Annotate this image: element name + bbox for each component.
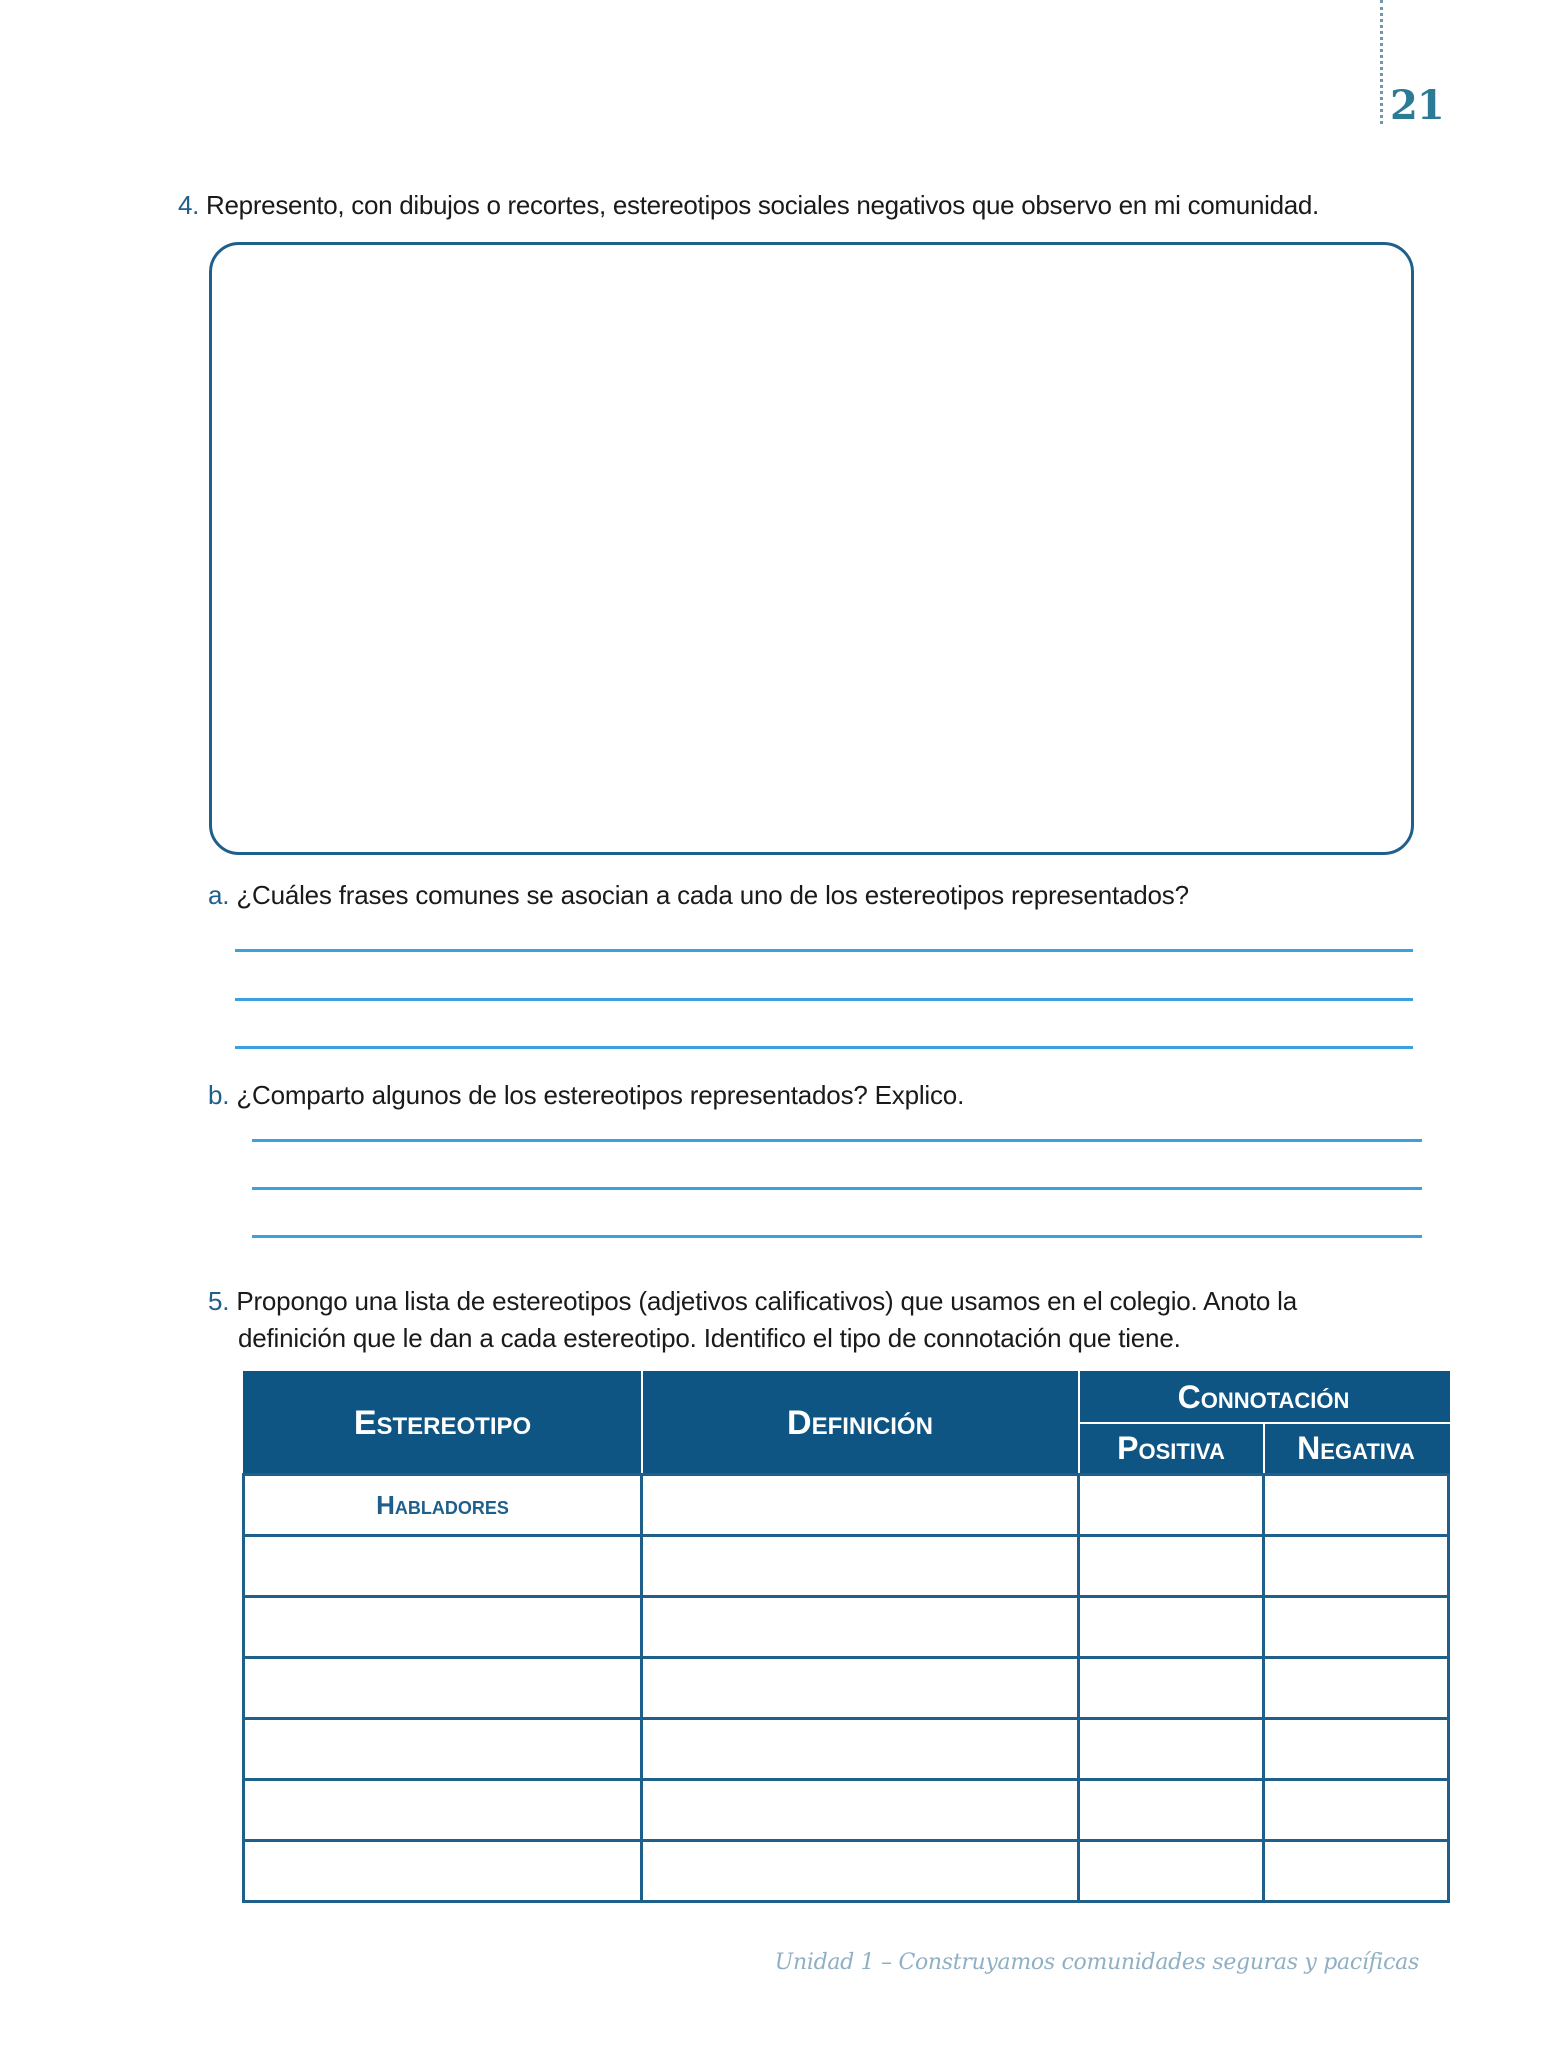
cell-definicion[interactable] (642, 1536, 1079, 1597)
cell-estereotipo[interactable]: Habladores (244, 1475, 642, 1536)
question-4-number: 4. (178, 190, 200, 220)
table-row (244, 1719, 1449, 1780)
cell-definicion[interactable] (642, 1780, 1079, 1841)
cell-negativa[interactable] (1264, 1658, 1449, 1719)
table-row (244, 1658, 1449, 1719)
cell-positiva[interactable] (1079, 1475, 1264, 1536)
question-4b-text: ¿Comparto algunos de los estereotipos representados? Explico. (229, 1080, 965, 1110)
cell-positiva[interactable] (1079, 1536, 1264, 1597)
cell-negativa[interactable] (1264, 1780, 1449, 1841)
cell-definicion[interactable] (642, 1475, 1079, 1536)
cell-positiva[interactable] (1079, 1658, 1264, 1719)
question-4a (208, 880, 1189, 911)
cell-estereotipo[interactable] (244, 1597, 642, 1658)
stereotype-table (242, 1371, 1450, 1903)
answer-line-4a-2[interactable] (235, 998, 1413, 1001)
table-row (244, 1780, 1449, 1841)
header-negativa: Negativa (1264, 1423, 1449, 1474)
cell-negativa[interactable] (1264, 1536, 1449, 1597)
question-4-heading (178, 190, 1319, 221)
cell-positiva[interactable] (1079, 1719, 1264, 1780)
answer-line-4b-2[interactable] (252, 1187, 1422, 1190)
question-4a-text: ¿Cuáles frases comunes se asocian a cada uno de los estereotipos representados? (229, 880, 1189, 910)
answer-line-4a-1[interactable] (235, 949, 1413, 952)
question-5-number: 5. (208, 1286, 230, 1316)
table-row (244, 1536, 1449, 1597)
cell-estereotipo[interactable] (244, 1536, 642, 1597)
cell-estereotipo[interactable] (244, 1658, 642, 1719)
header-estereotipo: Estereotipo (244, 1372, 642, 1475)
cell-estereotipo[interactable] (244, 1780, 642, 1841)
question-5-text-line2: definición que le dan a cada estereotipo. Identifico el tipo de connotación que tiene. (238, 1323, 1181, 1353)
cell-positiva[interactable] (1079, 1597, 1264, 1658)
cell-negativa[interactable] (1264, 1841, 1449, 1902)
question-4-text: Represento, con dibujos o recortes, estereotipos sociales negativos que observo en mi comunidad. (199, 190, 1319, 220)
drawing-area[interactable] (209, 242, 1414, 855)
header-positiva: Positiva (1079, 1423, 1264, 1474)
cell-negativa[interactable] (1264, 1597, 1449, 1658)
cell-estereotipo[interactable] (244, 1719, 642, 1780)
question-4b-label: b. (208, 1080, 230, 1110)
answer-line-4a-3[interactable] (235, 1046, 1413, 1049)
question-5-heading (208, 1283, 1428, 1357)
question-4a-label: a. (208, 880, 230, 910)
cell-positiva[interactable] (1079, 1841, 1264, 1902)
header-definicion: Definición (642, 1372, 1079, 1475)
cell-definicion[interactable] (642, 1597, 1079, 1658)
page-footer: Unidad 1 – Construyamos comunidades seguras y pacíficas (774, 1950, 1419, 1975)
cell-definicion[interactable] (642, 1841, 1079, 1902)
header-connotacion: Connotación (1079, 1372, 1449, 1423)
cell-negativa[interactable] (1264, 1475, 1449, 1536)
table-row (244, 1475, 1449, 1536)
table-row (244, 1841, 1449, 1902)
question-4b (208, 1080, 964, 1111)
answer-line-4b-1[interactable] (252, 1139, 1422, 1142)
cell-positiva[interactable] (1079, 1780, 1264, 1841)
cell-definicion[interactable] (642, 1719, 1079, 1780)
margin-dotted-rule (1380, 0, 1383, 124)
cell-negativa[interactable] (1264, 1719, 1449, 1780)
question-5-text-line1: Propongo una lista de estereotipos (adjetivos calificativos) que usamos en el colegio. Anoto la (229, 1286, 1297, 1316)
answer-line-4b-3[interactable] (252, 1235, 1422, 1238)
table-row (244, 1597, 1449, 1658)
page-number: 21 (1390, 82, 1444, 129)
cell-definicion[interactable] (642, 1658, 1079, 1719)
cell-estereotipo[interactable] (244, 1841, 642, 1902)
